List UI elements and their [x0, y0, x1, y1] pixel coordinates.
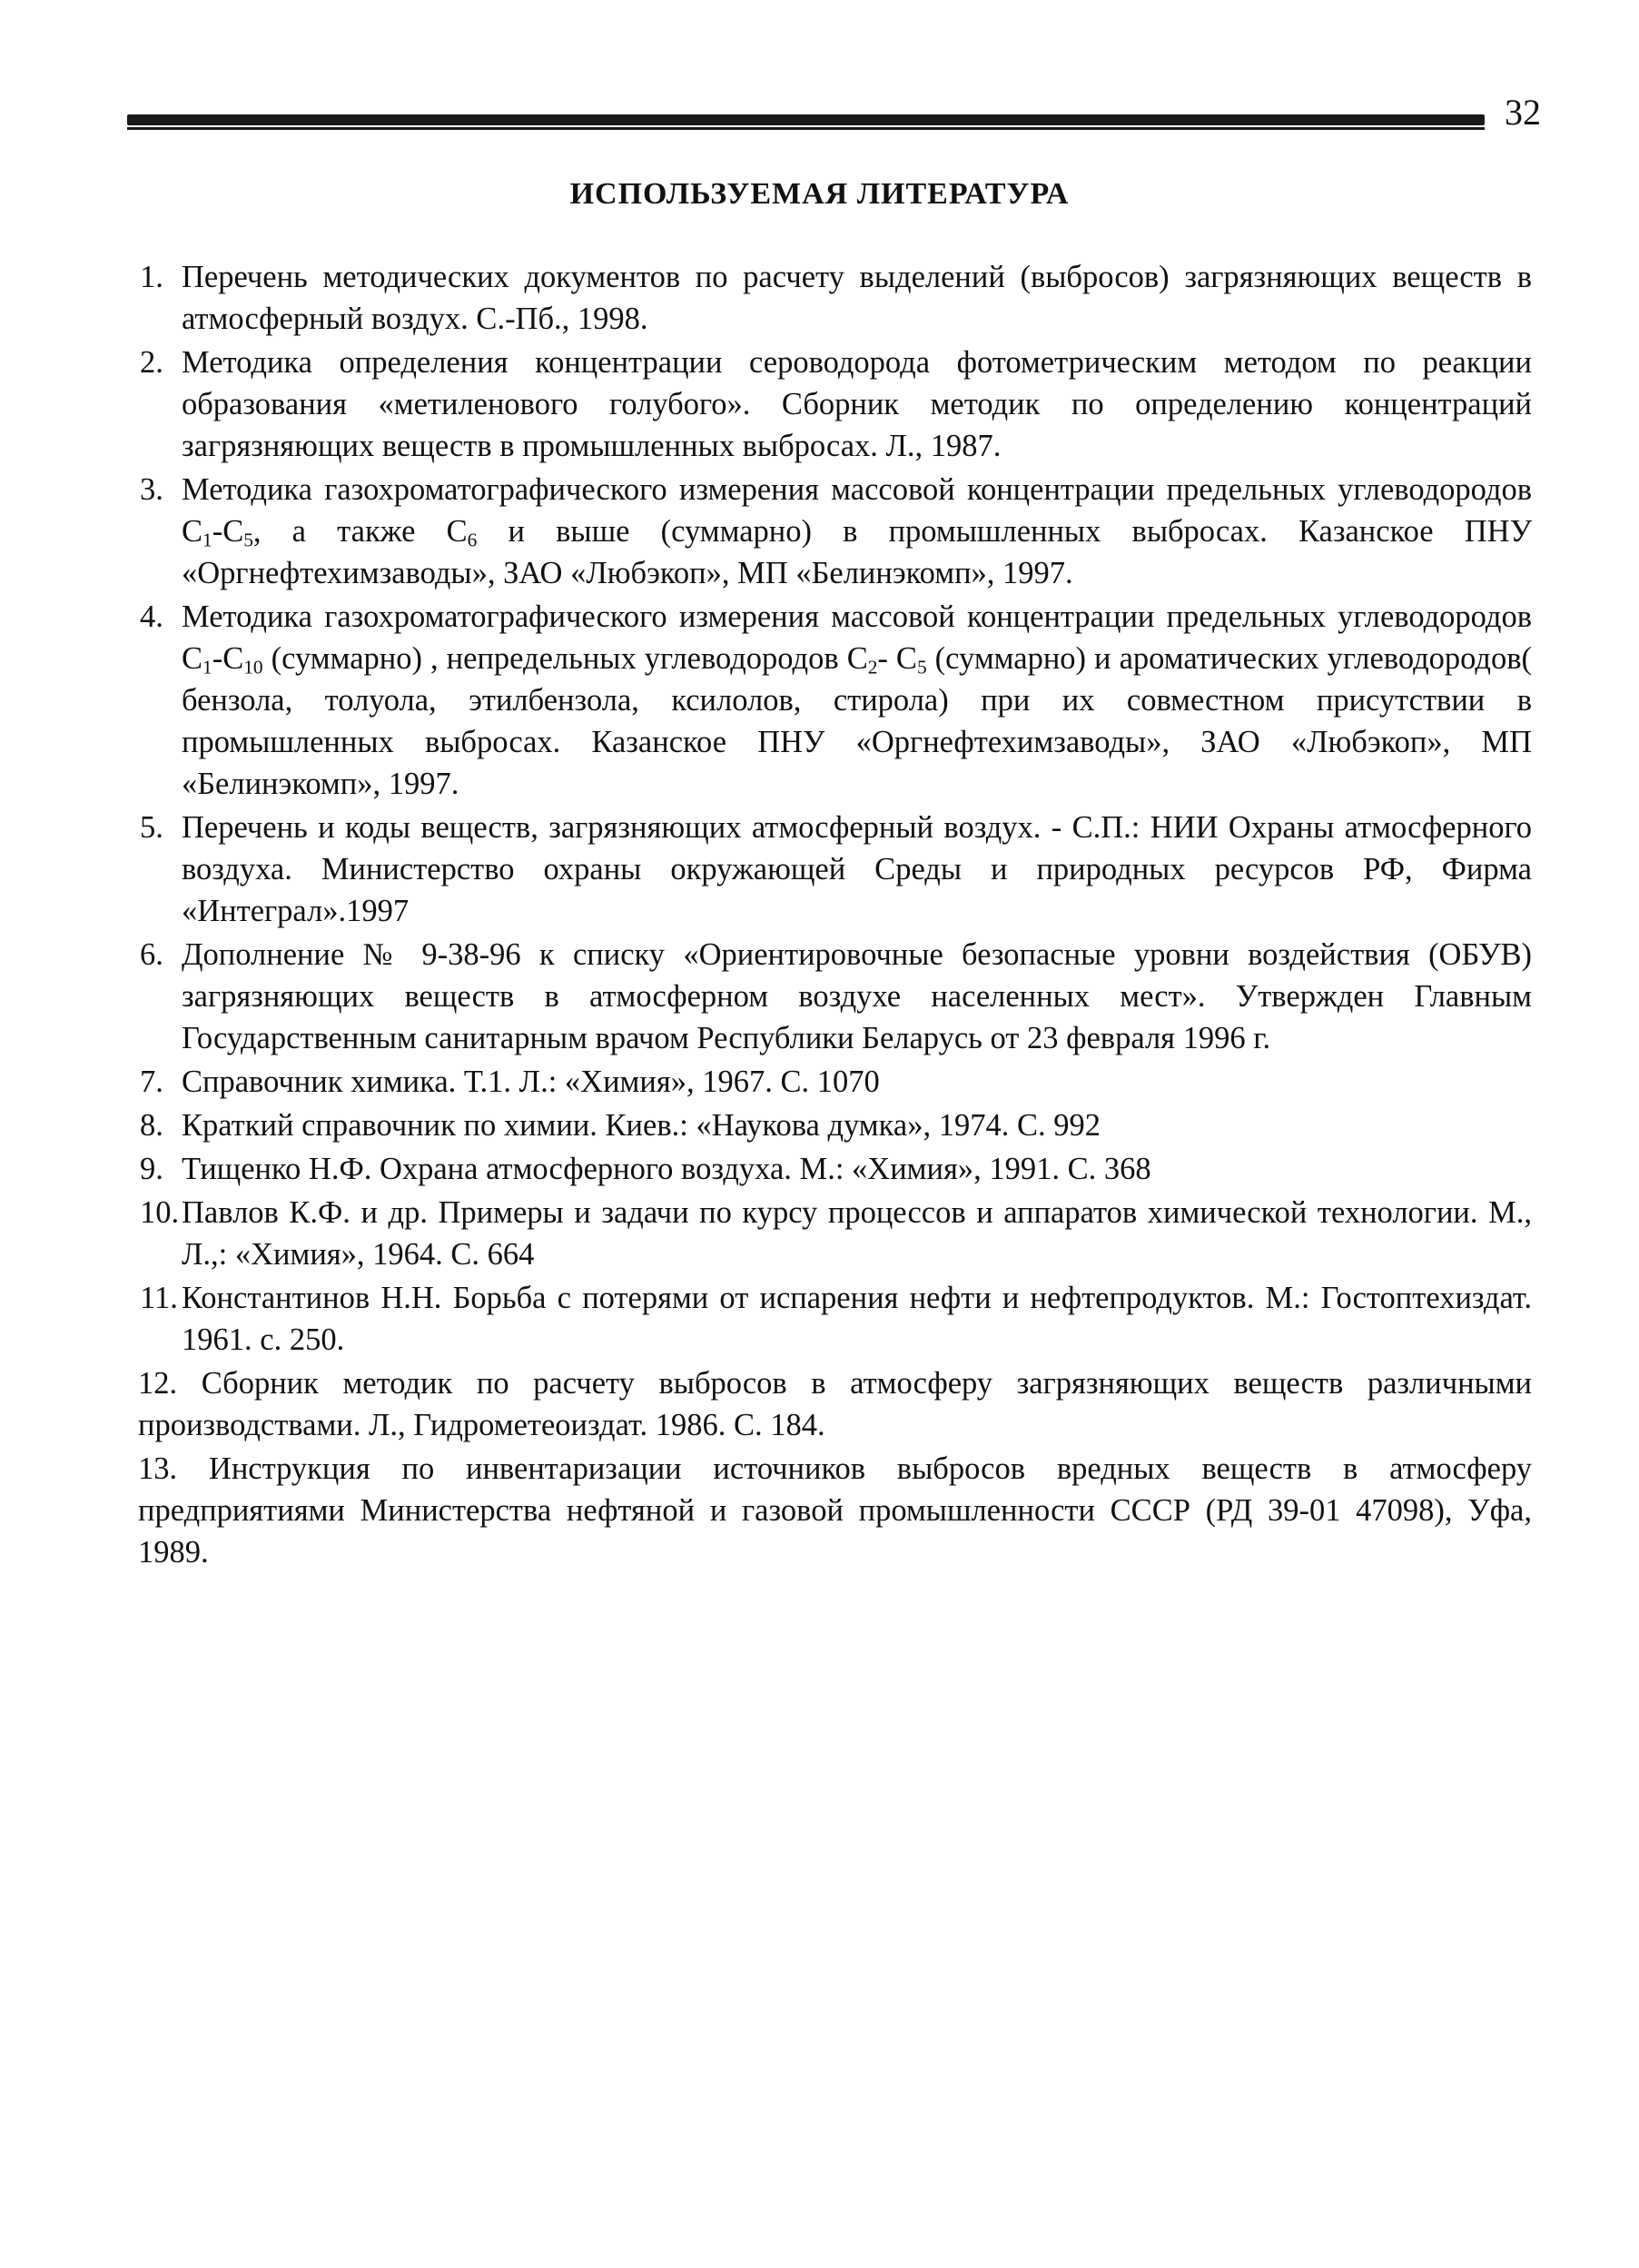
reference-number: 6.: [140, 937, 163, 972]
header-rule: [127, 114, 1485, 125]
reference-item: [140, 1277, 1532, 1361]
reference-text-part: -С: [212, 641, 244, 676]
reference-number: 8.: [140, 1108, 163, 1143]
reference-text: Инструкция по инвентаризации источников выбросов вредных веществ в атмосферу предприятиями Министерства нефтяной и газовой промышленности СССР (РД 39-01 47098), Уфа, 1989.: [138, 1451, 1533, 1570]
reference-number: 7.: [140, 1065, 163, 1099]
reference-number: 11.: [140, 1281, 178, 1315]
reference-item: [140, 596, 1533, 805]
reference-text-part: Методика газохроматографического измерения массовой концентрации предельных углеводородов С: [182, 472, 1532, 549]
reference-text: Павлов К.Ф. и др. Примеры и задачи по курсу процессов и аппаратов химической технологии. М., Л.,: «Химия», 1964. С. 664: [182, 1195, 1532, 1272]
reference-text: Дополнение № 9-38-96 к списку «Ориентировочные безопасные уровни воздействия (ОБУВ) загрязняющих веществ в атмосферном воздухе населенных мест». Утвержден Главным Государственным санитарным врачом Республики Беларусь от 23 февраля 1996 г.: [182, 937, 1532, 1055]
reference-number: 1.: [140, 260, 163, 294]
subscript: 1: [202, 529, 212, 551]
reference-text-part: (суммарно) и ароматических углеводородов( бензола, толуола, этилбензола, ксилолов, стирола) при их совместном присутствии в промышленных выбросах. Казанское ПНУ «Оргнефтехимзаводы», ЗАО «Любэкоп», МП «Белинэкомп», 1997.: [182, 641, 1533, 801]
reference-item: [140, 1061, 1532, 1103]
reference-number: 12.: [138, 1366, 178, 1401]
page-title: ИСПОЛЬЗУЕМАЯ ЛИТЕРАТУРА: [569, 177, 1070, 211]
reference-item: [140, 256, 1532, 340]
reference-text-part: (суммарно) , непредельных углеводородов С: [262, 641, 868, 676]
reference-item: [140, 934, 1532, 1059]
reference-text: Константинов Н.Н. Борьба с потерями от испарения нефти и нефтепродуктов. М.: Гостоптехиздат. 1961. с. 250.: [182, 1281, 1532, 1357]
page-number: 32: [1505, 92, 1541, 133]
reference-item: [140, 469, 1533, 594]
reference-number: 10.: [140, 1195, 180, 1230]
reference-item: [140, 1148, 1532, 1190]
reference-text: Краткий справочник по химии. Киев.: «Наукова думка», 1974. С. 992: [182, 1108, 1101, 1143]
subscript: 5: [916, 656, 927, 678]
reference-number: 13.: [138, 1451, 178, 1486]
reference-text-part: Методика газохроматографического измерения массовой концентрации предельных углеводородов С: [182, 599, 1532, 676]
subscript: 1: [202, 656, 212, 678]
reference-text: Тищенко Н.Ф. Охрана атмосферного воздуха. М.: «Химия», 1991. С. 368: [182, 1152, 1151, 1186]
reference-item: [138, 1448, 1532, 1573]
reference-text-part: - С: [877, 641, 917, 676]
subscript: 5: [243, 529, 253, 551]
reference-number: 5.: [140, 810, 163, 845]
reference-text-part: , а также С: [252, 514, 468, 549]
reference-text: Перечень и коды веществ, загрязняющих атмосферный воздух. - С.П.: НИИ Охраны атмосферного воздуха. Министерство охраны окружающей Среды и природных ресурсов РФ, Фирма «Интеграл».1997: [182, 810, 1532, 928]
reference-item: [140, 1192, 1532, 1275]
reference-item: [140, 1104, 1532, 1146]
reference-text-part: -С: [212, 514, 244, 549]
reference-text: Методика определения концентрации сероводорода фотометрическим методом по реакции образования «метиленового голубого». Сборник методик по определению концентраций загрязняющих веществ в промышленных выбросах. Л., 1987.: [182, 345, 1532, 463]
reference-item: [140, 807, 1532, 932]
reference-list: [138, 256, 1533, 1575]
reference-number: 3.: [140, 472, 163, 507]
reference-item: [138, 1362, 1532, 1446]
reference-text: Перечень методических документов по расчету выделений (выбросов) загрязняющих веществ в атмосферный воздух. С.-Пб., 1998.: [182, 260, 1532, 336]
reference-number: 4.: [140, 599, 163, 634]
reference-number: 2.: [140, 345, 163, 380]
subscript: 2: [867, 656, 878, 678]
reference-text: Справочник химика. Т.1. Л.: «Химия», 1967. С. 1070: [182, 1065, 880, 1099]
reference-text-part: и выше (суммарно) в промышленных выбросах. Казанское ПНУ «Оргнефтехимзаводы», ЗАО «Любэкоп», МП «Белинэкомп», 1997.: [182, 514, 1533, 590]
reference-item: [140, 342, 1532, 467]
reference-text: Сборник методик по расчету выбросов в атмосферу загрязняющих веществ различными производствами. Л., Гидрометеоиздат. 1986. С. 184.: [138, 1366, 1533, 1442]
subscript: 10: [243, 656, 263, 678]
reference-number: 9.: [140, 1152, 163, 1186]
subscript: 6: [467, 529, 478, 551]
